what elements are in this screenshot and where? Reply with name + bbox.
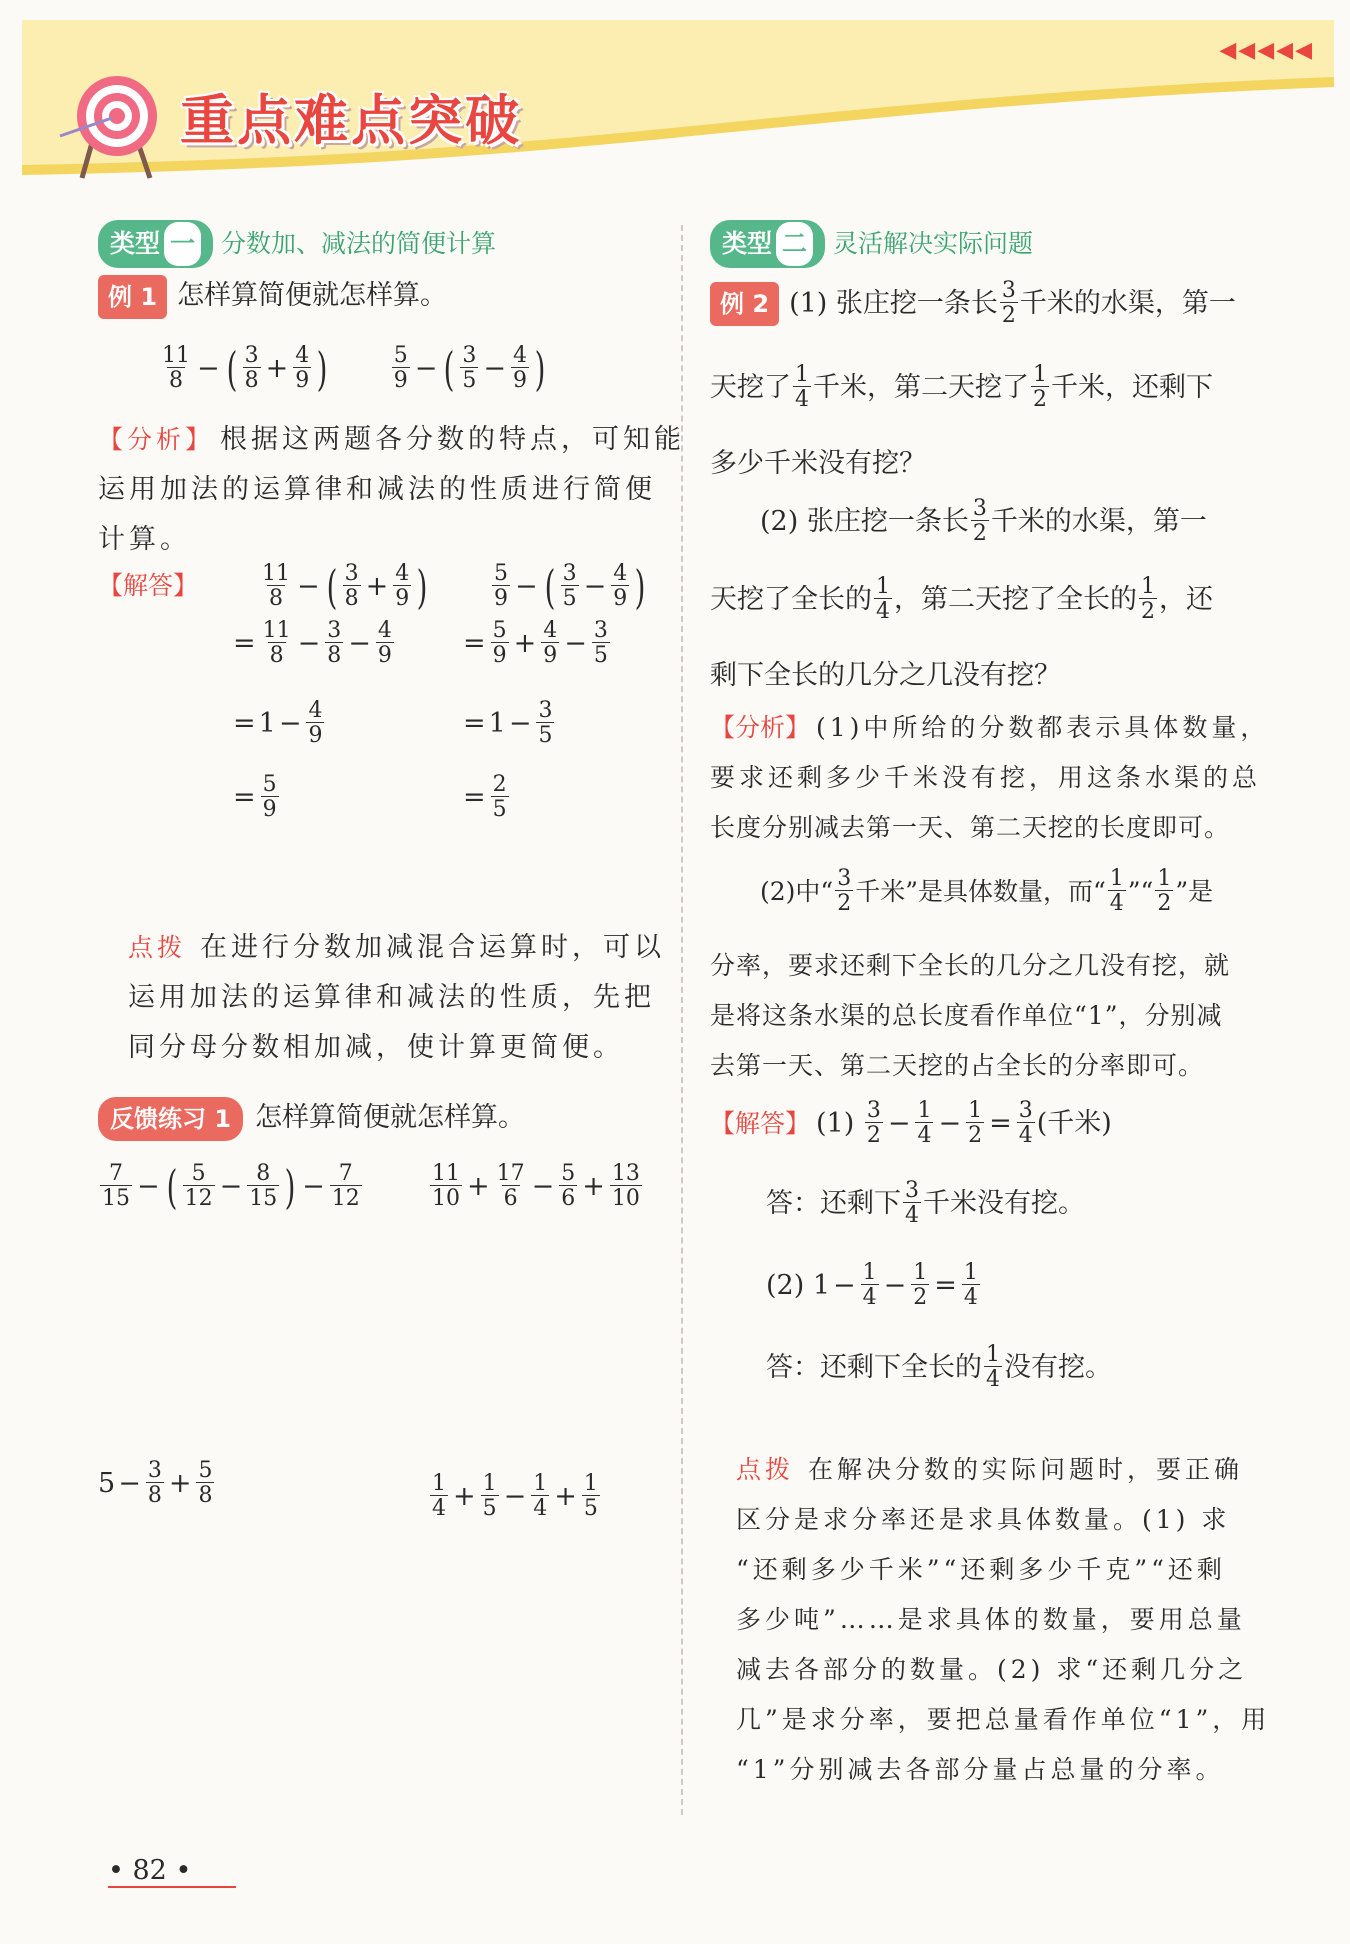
solution-a-result: = $\frac{5}{9}$: [233, 772, 277, 822]
solution-b-step2: = 1 − $\frac{3}{5}$: [463, 698, 553, 748]
solution-b-step1: = $\frac{5}{9}$ + $\frac{4}{9}$ − $\frac{3}{5}$: [463, 618, 608, 668]
answer-tag-label: 【解答】: [98, 571, 199, 600]
answer-unit: (千米): [1036, 1107, 1112, 1139]
feedback-text: 怎样算简便就怎样算。: [255, 1102, 526, 1133]
expr-a: 11 8 − ( 3 8 + $\frac{4}{9}$ ): [162, 341, 328, 396]
example2-line-1: 例 2 (1) 张庄挖一条长 3 2 千米的水渠，第一: [710, 280, 1236, 327]
r-tip-line-2: 区分是求分率还是求具体数量。(1) 求: [736, 1505, 1231, 1534]
example-badge: 例 2: [710, 282, 779, 326]
r-analysis-line-3: 长度分别减去第一天、第二天挖的长度即可。: [710, 813, 1231, 842]
r-tip-line-7: “1”分别减去各部分量占总量的分率。: [736, 1755, 1225, 1784]
example2-line-5: 天挖了全长的 1 4 ，第二天挖了全长的 1 2 ，还: [710, 574, 1213, 624]
example2-line-2: 天挖了 1 4 千米，第二天挖了 1 2 千米，还剩下: [710, 362, 1213, 412]
analysis-text: 根据这两题各分数的特点，可知能: [220, 424, 686, 455]
answer-tag: [98, 564, 204, 608]
ex2-text: (2) 张庄挖一条长: [760, 505, 969, 537]
type2-heading: [710, 220, 1033, 268]
ex2-text: ，第二天挖了全长的: [894, 583, 1137, 615]
type-pill: [98, 220, 213, 268]
tip-text: 在解决分数的实际问题时，要正确: [808, 1455, 1244, 1484]
type-pill-label: 类型: [110, 229, 161, 258]
analysis-line-2: 运用加法的运算律和减法的性质进行简便: [98, 474, 656, 505]
ex2-text: 天挖了: [710, 371, 791, 403]
type1-heading: [98, 220, 496, 268]
answer-text: 答：还剩下: [766, 1187, 901, 1219]
r-analysis2-line-2: 分率，要求还剩下全长的几分之几没有挖，就: [710, 951, 1231, 980]
solution-a-step2: = 1 − $\frac{4}{9}$: [233, 698, 323, 748]
tip-tag: 点拨: [736, 1455, 795, 1484]
r-answer-2-statement: 答：还剩下全长的 1 4 没有挖。: [766, 1342, 1112, 1392]
r-tip-line-4: 多少吨”……是求具体的数量，要用总量: [736, 1605, 1246, 1634]
example2-line-4: (2) 张庄挖一条长 3 2 千米的水渠，第一: [760, 496, 1207, 546]
answer-text: 千米没有挖。: [923, 1187, 1085, 1219]
r-answer-1-statement: 答：还剩下 3 4 千米没有挖。: [766, 1178, 1085, 1228]
exercise-1: 7 15 − ( 5 12 − $\frac{8}{15}$ ) − $\frac{7}{12}$: [102, 1159, 360, 1214]
r-answer-1: 【解答】 (1) 3 2 − $\frac{1}{4}$ − $\frac{1}{2}$ = $\frac{3}{4}$ (千米): [710, 1098, 1112, 1148]
type-title: 分数加、减法的简便计算: [221, 229, 497, 258]
analysis2-text: ”“: [1127, 876, 1154, 906]
r-analysis2-line-4: 去第一天、第二天挖的占全长的分率即可。: [710, 1051, 1205, 1080]
ex2-text: 千米的水渠，第一: [990, 505, 1207, 537]
column-divider: [681, 225, 683, 1815]
solution-b-step0: 5 9 − ( 3 5 − $\frac{4}{9}$ ): [494, 559, 646, 614]
r-analysis2-line-3: 是将这条水渠的总长度看作单位“1”，分别减: [710, 1001, 1223, 1030]
feedback-heading: [98, 1096, 525, 1141]
example2-line-3: 多少千米没有挖？: [710, 448, 926, 479]
page-number: • 82 •: [108, 1855, 192, 1886]
analysis2-text: ”是: [1175, 876, 1214, 906]
r-analysis-line-2: 要求还剩多少千米没有挖，用这条水渠的总: [710, 763, 1262, 792]
analysis-line-3: 计算。: [98, 524, 191, 555]
r-analysis2-line-1: (2)中“ 3 2 千米”是具体数量，而“ 1 4 ”“ 1 2 ”是: [760, 866, 1214, 916]
type-title: 灵活解决实际问题: [833, 229, 1034, 258]
r-analysis-line-1: [710, 706, 1269, 750]
analysis-line-1: [98, 418, 685, 462]
analysis2-text: 千米”是具体数量，而“: [855, 876, 1106, 906]
page-title: 重点难点突破: [180, 89, 522, 152]
example-text: 怎样算简便就怎样算。: [177, 280, 448, 311]
ex2-text: 天挖了全长的: [710, 583, 872, 615]
exercise-3: 5 − $\frac{3}{8}$ + $\frac{5}{8}$: [98, 1458, 213, 1508]
tip-line-1: [128, 926, 665, 970]
example1-expressions: [158, 332, 549, 396]
example2-line-6: 剩下全长的几分之几没有挖？: [710, 660, 1061, 691]
exercise-4: 1 4 + $\frac{1}{5}$ − $\frac{1}{4}$ + $\frac{1}{5}$: [432, 1471, 598, 1521]
exercise-2: 11 10 + $\frac{17}{6}$ − $\frac{5}{6}$ + $\frac{13}{10}$: [432, 1161, 640, 1211]
ex2-text: 千米的水渠，第一: [1019, 287, 1236, 319]
answer-tag: 【解答】: [710, 1108, 811, 1138]
type-pill: [710, 220, 825, 268]
analysis-tag: 【分析】: [710, 713, 811, 742]
answer-text: 答：还剩下全长的: [766, 1351, 982, 1383]
ex2-text: 千米，第二天挖了: [813, 371, 1029, 403]
expr-b: 5 9 − ( 3 5 − $\frac{4}{9}$ ): [393, 341, 546, 396]
tip-tag: 点拨: [128, 933, 187, 962]
answer-text: 没有挖。: [1004, 1351, 1112, 1383]
type-pill-label: 类型: [722, 229, 773, 258]
solution-a-step1: = $\frac{11}{8}$ − $\frac{3}{8}$ − $\frac{4}{9}$: [233, 618, 392, 668]
r-tip-line-5: 减去各部分的数量。(2) 求“还剩几分之: [736, 1655, 1248, 1684]
r-tip-line-3: “还剩多少千米”“还剩多少千克”“还剩: [736, 1555, 1226, 1584]
r-tip-line-1: [736, 1448, 1243, 1492]
type-pill-number: 二: [776, 222, 813, 266]
ex2-text: ，还: [1159, 583, 1213, 615]
tip-text: 在进行分数加减混合运算时，可以: [200, 932, 666, 963]
type-pill-number: 一: [164, 222, 201, 266]
page-number-underline: [108, 1886, 236, 1888]
example-badge: 例 1: [98, 275, 167, 319]
r-answer-2: (2) 1 − $\frac{1}{4}$ − $\frac{1}{2}$ = $\frac{1}{4}$: [766, 1260, 978, 1310]
example1: [98, 274, 447, 319]
analysis2-text: (2)中“: [760, 876, 834, 906]
r-tip-line-6: 几”是求分率，要把总量看作单位“1”，用: [736, 1705, 1271, 1734]
arrows-decoration: ◀◀◀◀◀: [1219, 38, 1314, 63]
analysis-text: (1)中所给的分数都表示具体数量，: [816, 713, 1270, 742]
tip-line-3: 同分母分数相加减，使计算更简便。: [128, 1032, 624, 1063]
solution-b-result: = $\frac{2}{5}$: [463, 772, 507, 822]
tip-line-2: 运用加法的运算律和减法的性质，先把: [128, 982, 655, 1013]
solution-a-step0: 11 8 − ( 3 8 + $\frac{4}{9}$ ): [262, 559, 428, 614]
ex2-text: 千米，还剩下: [1051, 371, 1213, 403]
feedback-badge: 反馈练习 1: [98, 1097, 243, 1141]
analysis-tag: 【分析】: [98, 425, 215, 454]
ex2-text: (1) 张庄挖一条长: [789, 287, 998, 319]
